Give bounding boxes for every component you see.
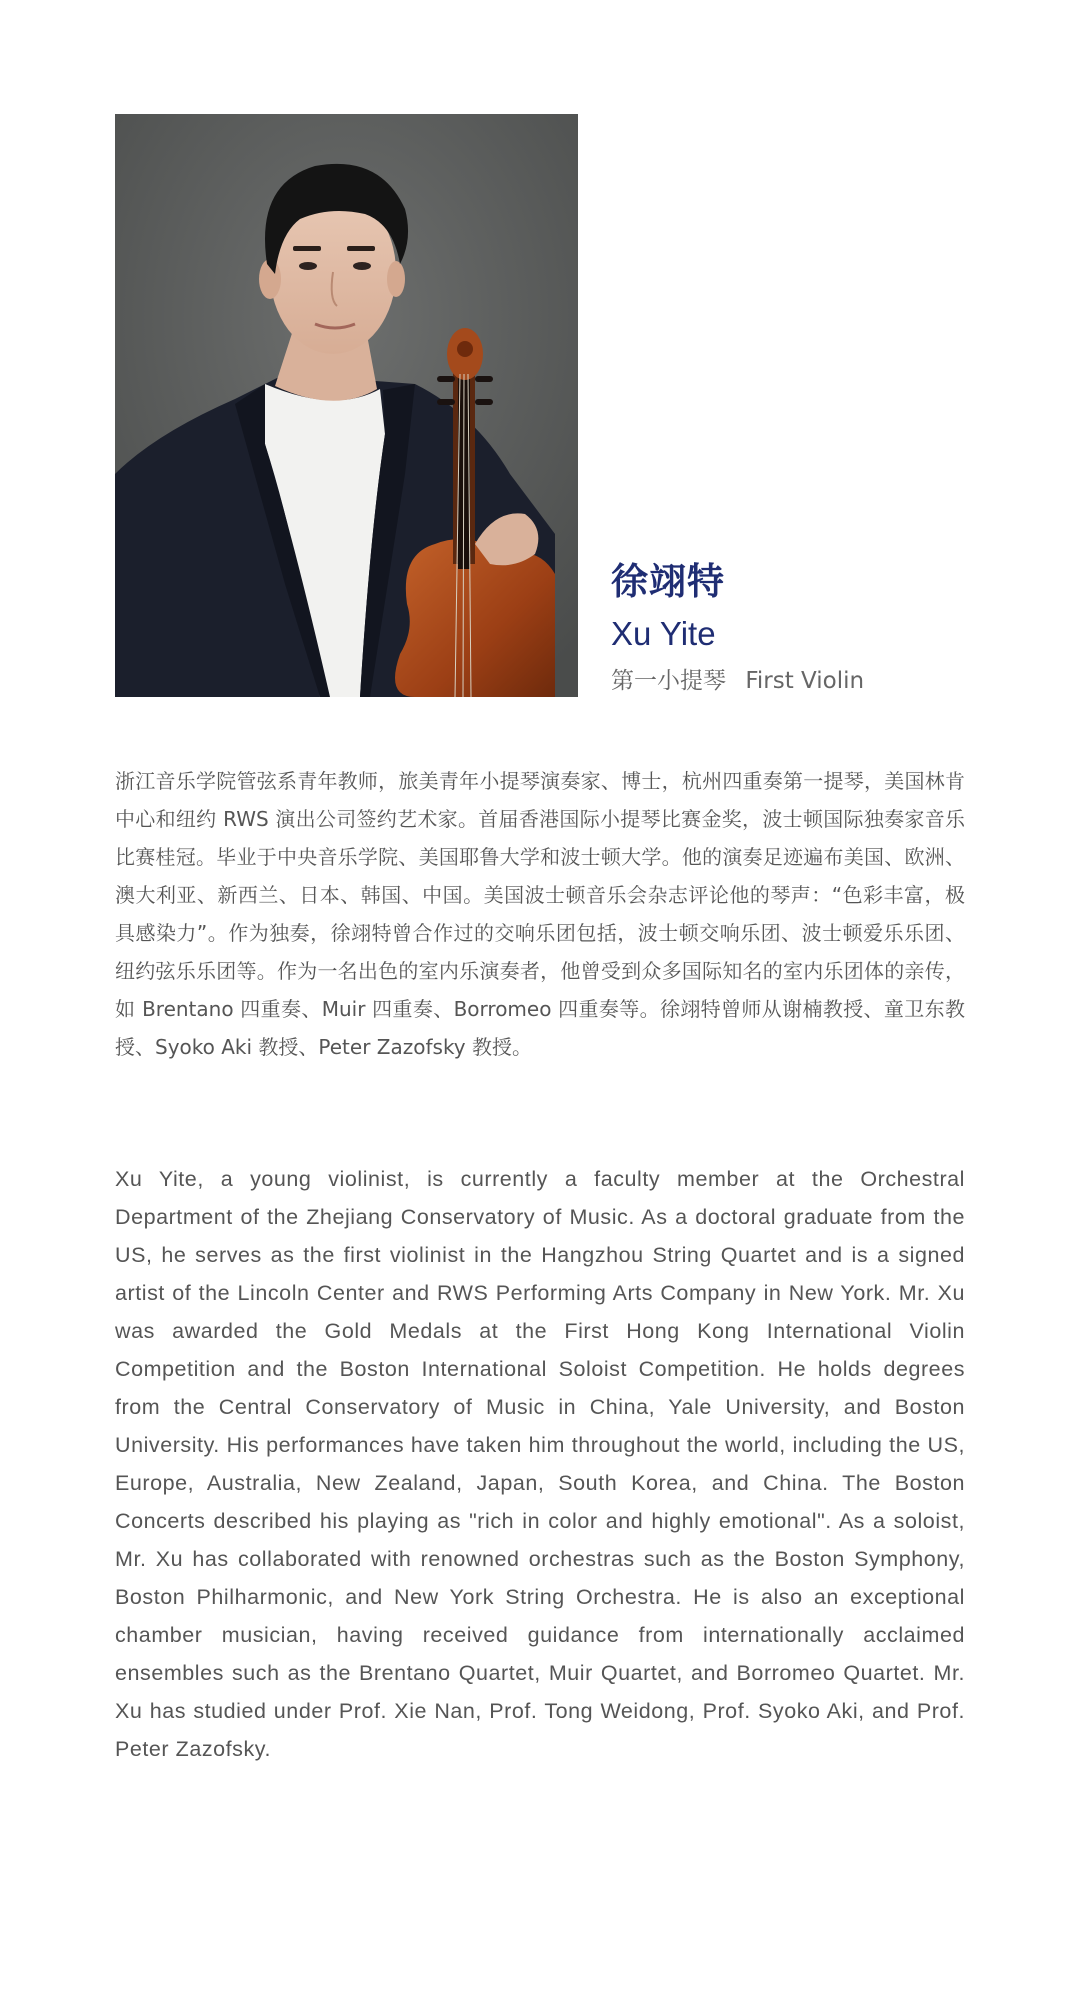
- name-block: [611, 560, 1011, 696]
- violinist-portrait-icon: [115, 114, 578, 697]
- name-chinese: 徐翊特: [611, 560, 725, 603]
- bio-chinese-paragraph: 浙江音乐学院管弦系青年教师，旅美青年小提琴演奏家、博士，杭州四重奏第一提琴，美国林肯中心和纽约 RWS 演出公司签约艺术家。首届香港国际小提琴比赛金奖，波士顿国际独奏家音乐比赛桂冠。毕业于中央音乐学院、美国耶鲁大学和波士顿大学。他的演奏足迹遍布美国、欧洲、澳大利亚、新西兰、日本、韩国、中国。美国波士顿音乐会杂志评论他的琴声：“色彩丰富，极具感染力”。作为独奏，徐翊特曾合作过的交响乐团包括，波士顿交响乐团、波士顿爱乐乐团、纽约弦乐乐团等。作为一名出色的室内乐演奏者，他曾受到众多国际知名的室内乐团体的亲传，如 Brentano 四重奏、Muir 四重奏、Borromeo 四重奏等。徐翊特曾师从谢楠教授、童卫东教授、Syoko Aki 教授、Peter Zazofsky 教授。: [115, 769, 965, 1059]
- role-english: First Violin: [745, 668, 865, 694]
- portrait-photo: [115, 114, 578, 697]
- name-english: Xu Yite: [611, 615, 716, 652]
- role-chinese: 第一小提琴: [611, 668, 726, 694]
- role-line: [611, 666, 1011, 696]
- bio-english-paragraph: Xu Yite, a young violinist, is currently a faculty member at the Orchestral Department of the Zhejiang Conservatory of Music. As a doctoral graduate from the US, he serves as the first violinist in the Hangzhou String Quartet and is a signed artist of the Lincoln Center and RWS Performing Arts Company in New York. Mr. Xu was awarded the Gold Medals at the First Hong Kong International Violin Competition and the Boston International Soloist Competition. He holds degrees from the Central Conservatory of Music in China, Yale University, and Boston University. His performances have taken him throughout the world, including the US, Europe, Australia, New Zealand, Japan, South Korea, and China. The Boston Concerts described his playing as "rich in color and highly emotional". As a soloist, Mr. Xu has collaborated with renowned orchestras such as the Boston Symphony, Boston Philharmonic, and New York String Orchestra. He is also an exceptional chamber musician, having received guidance from internationally acclaimed ensembles such as the Brentano Quartet, Muir Quartet, and Borromeo Quartet. Mr. Xu has studied under Prof. Xie Nan, Prof. Tong Weidong, Prof. Syoko Aki, and Prof. Peter Zazofsky.: [115, 1167, 965, 1761]
